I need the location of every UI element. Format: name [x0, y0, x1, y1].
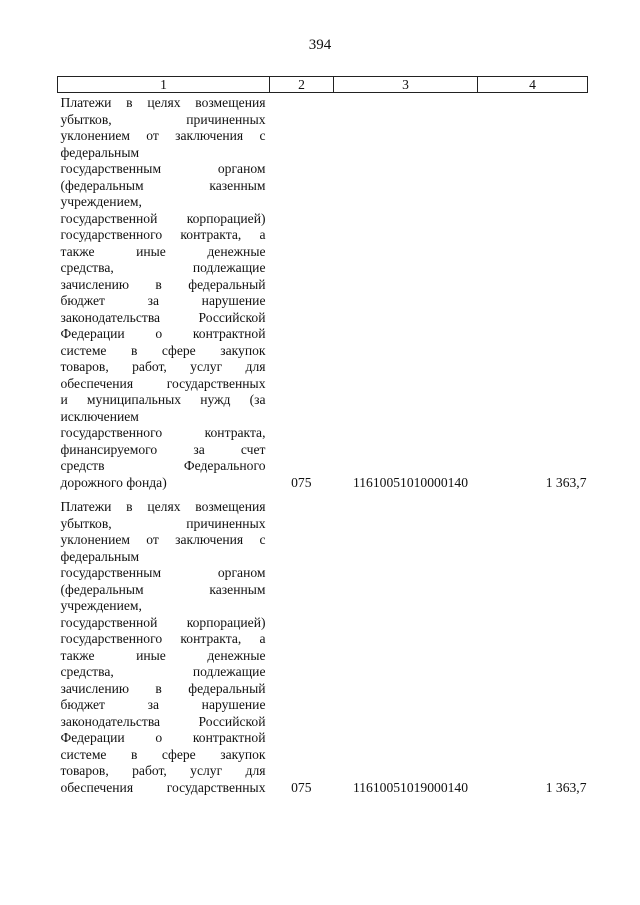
description-line: законодательства Российской: [60, 713, 266, 729]
table-row: [58, 93, 588, 492]
description-line: товаров, работ, услуг для: [60, 763, 266, 778]
description-line: законодательства Российской: [60, 309, 266, 325]
description-line: учреждением,: [60, 598, 142, 613]
description-line: убытков, причиненных: [60, 111, 266, 127]
description-line: федеральным: [60, 144, 140, 160]
description-line: убытков, причиненных: [60, 515, 266, 531]
description-line: средства, подлежащие: [60, 664, 266, 679]
description-line: государственным органом: [60, 565, 266, 580]
budget-table: [57, 76, 588, 796]
description-line: дорожного фонда): [60, 474, 167, 490]
description-line: и муниципальных нужд (за: [60, 392, 266, 407]
description-line: государственной корпорацией): [60, 614, 266, 630]
description-line: Федерации о контрактной: [60, 730, 266, 745]
description-line: уклонением от заключения с: [60, 128, 266, 143]
description-line: (федеральным казенным: [60, 581, 266, 597]
description-line: федеральным: [60, 548, 140, 564]
description-line: уклонением от заключения с: [60, 532, 266, 547]
description-line: зачислению в федеральный: [60, 680, 266, 696]
admin-code: 075: [291, 780, 312, 795]
description-line: средств Федерального: [60, 458, 266, 473]
column-header-4: 4: [478, 77, 588, 93]
description-line: государственного контракта,: [60, 425, 266, 440]
description-line: Платежи в целях возмещения: [60, 499, 266, 514]
description-line: бюджет за нарушение: [60, 697, 266, 712]
description-line: финансируемого за счет: [60, 441, 266, 457]
description-line: зачислению в федеральный: [60, 276, 266, 292]
amount: 1 363,7: [545, 475, 587, 490]
description-line: Платежи в целях возмещения: [60, 95, 266, 110]
description-line: системе в сфере закупок: [60, 342, 266, 358]
description-line: системе в сфере закупок: [60, 746, 266, 762]
description-line: обеспечения государственных: [60, 779, 266, 795]
description-line: государственного контракта, а: [60, 631, 266, 646]
description-line: также иные денежные: [60, 243, 266, 259]
description-line: учреждением,: [60, 194, 142, 209]
column-header-1: 1: [58, 77, 270, 93]
table-row: [58, 499, 588, 796]
column-header-2: 2: [270, 77, 334, 93]
table-header-row: [58, 77, 588, 93]
description-line: (федеральным казенным: [60, 177, 266, 193]
description-line: Федерации о контрактной: [60, 326, 266, 341]
budget-classification-code: 11610051019000140: [352, 780, 469, 795]
description-line: государственным органом: [60, 161, 266, 176]
description-line: товаров, работ, услуг для: [60, 359, 266, 374]
description-line: средства, подлежащие: [60, 260, 266, 275]
admin-code: 075: [291, 475, 312, 490]
column-header-3: 3: [334, 77, 478, 93]
page-number: 394: [308, 37, 332, 53]
description-line: исключением: [60, 408, 139, 424]
description-line: бюджет за нарушение: [60, 293, 266, 308]
payment-description: [58, 93, 270, 492]
row-spacer-cell: [58, 491, 588, 499]
row-spacer: [58, 491, 588, 499]
description-line: государственной корпорацией): [60, 210, 266, 226]
description-line: государственного контракта, а: [60, 227, 266, 242]
amount: 1 363,7: [545, 780, 587, 795]
budget-classification-code: 11610051010000140: [352, 475, 469, 490]
description-line: обеспечения государственных: [60, 375, 266, 391]
payment-description: [58, 499, 270, 796]
description-line: также иные денежные: [60, 647, 266, 663]
